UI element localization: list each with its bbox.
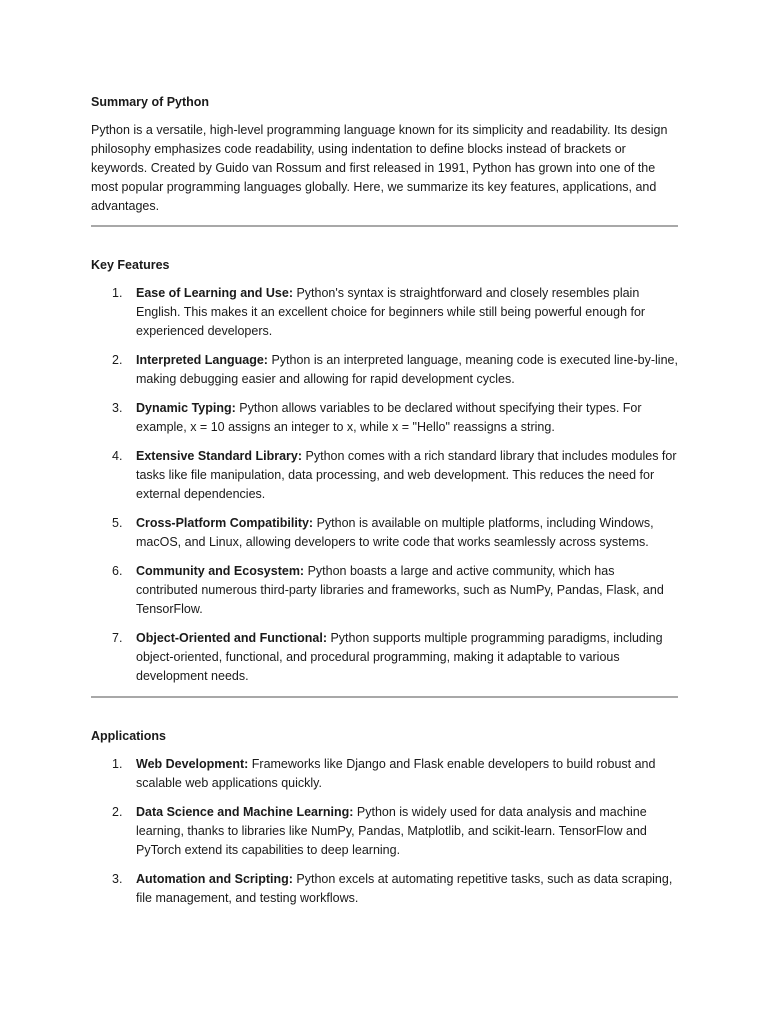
list-term: Object-Oriented and Functional: <box>136 631 327 645</box>
list-term: Automation and Scripting: <box>136 872 293 886</box>
list-number: 5. <box>112 516 123 530</box>
key-features-list <box>91 284 678 686</box>
list-item <box>91 870 678 908</box>
list-number: 1. <box>112 286 123 300</box>
list-term: Ease of Learning and Use: <box>136 286 293 300</box>
list-term: Community and Ecosystem: <box>136 564 305 578</box>
list-item <box>91 351 678 389</box>
list-item <box>91 562 678 619</box>
list-text: Frameworks like Django and Flask enable developers to build robust and scalable web applications quickly. <box>136 757 656 790</box>
list-number: 6. <box>112 564 123 578</box>
summary-heading: Summary of Python <box>91 95 210 109</box>
key-features-heading: Key Features <box>91 258 170 272</box>
list-term: Cross-Platform Compatibility: <box>136 516 314 530</box>
list-term: Web Development: <box>136 757 249 771</box>
list-number: 3. <box>112 872 123 886</box>
list-item <box>91 803 678 860</box>
list-number: 2. <box>112 353 123 367</box>
list-text: Python is widely used for data analysis and machine learning, thanks to libraries like NumPy, Pandas, Matplotlib, and scikit-learn. TensorFlow and PyTorch extend its capabilities to deep learning. <box>136 805 647 857</box>
list-text: Python allows variables to be declared without specifying their types. For example, x = 10 assigns an integer to x, while x = "Hello" reassigns a string. <box>136 401 642 434</box>
list-number: 4. <box>112 449 123 463</box>
section-divider <box>91 225 678 227</box>
list-item <box>91 629 678 686</box>
list-text: Python is available on multiple platforms, including Windows, macOS, and Linux, allowing developers to write code that works seamlessly across systems. <box>136 516 654 549</box>
applications-heading: Applications <box>91 729 167 743</box>
list-item <box>91 755 678 793</box>
list-number: 1. <box>112 757 123 771</box>
list-number: 2. <box>112 805 123 819</box>
list-item <box>91 514 678 552</box>
summary-paragraph: Python is a versatile, high-level programming language known for its simplicity and readability. Its design philosophy emphasizes code readability, using indentation to define blocks instead of brackets or keywords. Created by Guido van Rossum and first released in 1991, Python has grown into one of the most popular programming languages globally. Here, we summarize its key features, applications, and advantages. <box>91 123 668 213</box>
document-page <box>91 93 678 908</box>
list-number: 7. <box>112 631 123 645</box>
list-item <box>91 399 678 437</box>
section-divider <box>91 696 678 698</box>
list-text: Python's syntax is straightforward and closely resembles plain English. This makes it an excellent choice for beginners while still being powerful enough for experienced developers. <box>136 286 646 338</box>
list-text: Python comes with a rich standard library that includes modules for tasks like file manipulation, data processing, and web development. This reduces the need for external dependencies. <box>136 449 677 501</box>
list-term: Data Science and Machine Learning: <box>136 805 354 819</box>
list-text: Python boasts a large and active community, which has contributed numerous third-party libraries and frameworks, such as NumPy, Pandas, Flask, and TensorFlow. <box>136 564 664 616</box>
list-term: Extensive Standard Library: <box>136 449 303 463</box>
list-text: Python is an interpreted language, meaning code is executed line-by-line, making debugging easier and allowing for rapid development cycles. <box>136 353 678 386</box>
list-term: Dynamic Typing: <box>136 401 236 415</box>
list-item <box>91 447 678 504</box>
list-text: Python excels at automating repetitive tasks, such as data scraping, file management, and testing workflows. <box>136 872 673 905</box>
list-term: Interpreted Language: <box>136 353 268 367</box>
list-text: Python supports multiple programming paradigms, including object-oriented, functional, and procedural programming, making it adaptable to various development needs. <box>136 631 663 683</box>
list-item <box>91 284 678 341</box>
list-number: 3. <box>112 401 123 415</box>
applications-list <box>91 755 678 908</box>
